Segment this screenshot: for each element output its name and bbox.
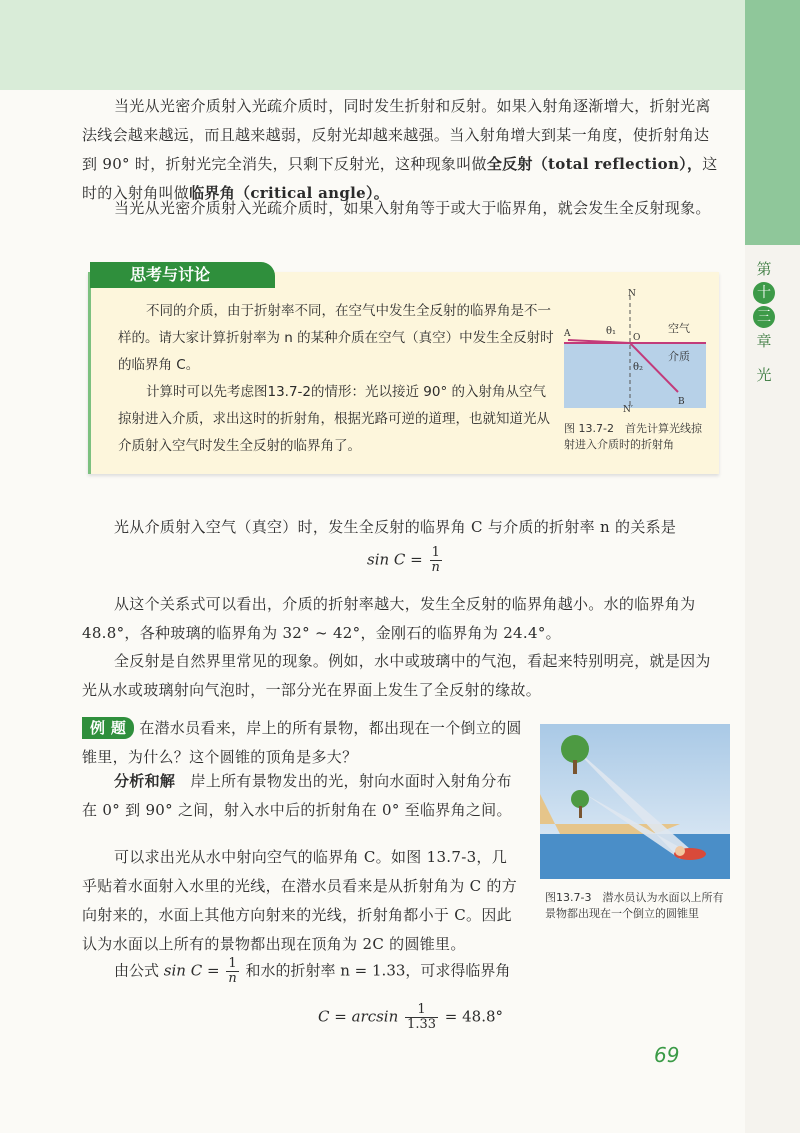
svg-text:A: A <box>564 329 571 339</box>
example-reasoning: 可以求出光从水中射向空气的临界角 C。如图 13.7-3，几乎贴着水面射入水里的光线，在潜水员看来是从折射角为 C 的方向射来的，水面上其他方向射来的光线，折射角都小于 C。因此认为水面以上所有的景物都出现在顶角为 2C 的圆锥里。 <box>82 848 518 953</box>
example-tag: 例 题 <box>82 717 134 739</box>
svg-text:O: O <box>633 333 641 343</box>
svg-text:N: N <box>628 289 636 299</box>
tree-icon <box>571 790 589 808</box>
svg-text:N′: N′ <box>623 405 633 413</box>
svg-text:B: B <box>678 397 685 407</box>
svg-text:介质: 介质 <box>668 350 690 363</box>
figure-13-7-2-caption: 图 13.7-2 首先计算光线掠射进入介质时的折射角 <box>564 422 702 451</box>
think-text: 不同的介质，由于折射率不同，在空气中发生全反射的临界角是不一样的。请大家计算折射率为 n 的某种介质在空气（真空）中发生全反射时的临界角 C。 计算时可以先考虑图13.7-2的情形：光以接近 90° 的入射角从空气掠射进入介质，求出这时的折射角，根据光路可逆的道理，也就知道光从介质射入空气时发生全反射的临界角了。 <box>118 303 554 454</box>
paragraph-total-reflection: 当光从光密介质射入光疏介质时，同时发生折射和反射。如果入射角逐渐增大，折射光离法线会越来越远，而且越来越弱，反射光却越来越强。当入射角增大到某一角度，使折射角达到 90° 时，折射光完全消失，只剩下反射光，这种现象叫做全反射（total reflection），这时的入射角叫做临界角（critical angle）。 <box>82 97 718 202</box>
refraction-diagram <box>560 288 710 413</box>
page-number: 69 <box>654 1043 680 1067</box>
paragraph-condition: 当光从光密介质射入光疏介质时，如果入射角等于或大于临界角，就会发生全反射现象。 <box>114 199 711 217</box>
tree-icon <box>561 735 589 763</box>
paragraph-relation: 光从介质射入空气（真空）时，发生全反射的临界角 C 与介质的折射率 n 的关系是 <box>114 518 677 536</box>
example-formula-line: 由公式 sin C = $\frac{1}{n}$ 和水的折射率 n = 1.33，可求得临界角 <box>114 956 511 986</box>
header-band <box>0 0 745 90</box>
svg-text:θ₁: θ₁ <box>606 326 617 337</box>
svg-text:空气: 空气 <box>668 322 690 335</box>
formula-sinC: sin C = $\frac{1}{n}$ <box>367 545 440 575</box>
think-discuss-title: 思考与讨论 <box>90 262 275 288</box>
example-final-formula: C = arcsin $\frac{1}{1.33}$ = 48.8° <box>318 1002 504 1032</box>
example-analysis: 分析和解 岸上所有景物发出的光，射向水面时入射角分布在 0° 到 90° 之间，射入水中后的折射角在 0° 至临界角之间。 <box>82 772 512 819</box>
chapter-marker: 第 十 三 章 光 <box>748 258 780 386</box>
svg-text:θ₂: θ₂ <box>633 362 644 373</box>
paragraph-critical-values: 从这个关系式可以看出，介质的折射率越大，发生全反射的临界角越小。水的临界角为 48.8°，各种玻璃的临界角为 32° ~ 42°，金刚石的临界角为 24.4°。 <box>82 595 696 642</box>
paragraph-nature: 全反射是自然界里常见的现象。例如，水中或玻璃中的气泡，看起来特别明亮，就是因为光从水或玻璃射向气泡时，一部分光在界面上发生了全反射的缘故。 <box>82 652 711 699</box>
example-question: 例 题 在潜水员看来，岸上的所有景物，都出现在一个倒立的圆锥里，为什么？这个圆锥的顶角是多大？ <box>82 719 522 766</box>
chapter-side-tab <box>745 0 800 1133</box>
diver-illustration <box>540 724 730 879</box>
figure-13-7-3-caption: 图13.7-3 潜水员认为水面以上所有景物都出现在一个倒立的圆锥里 <box>545 891 724 920</box>
